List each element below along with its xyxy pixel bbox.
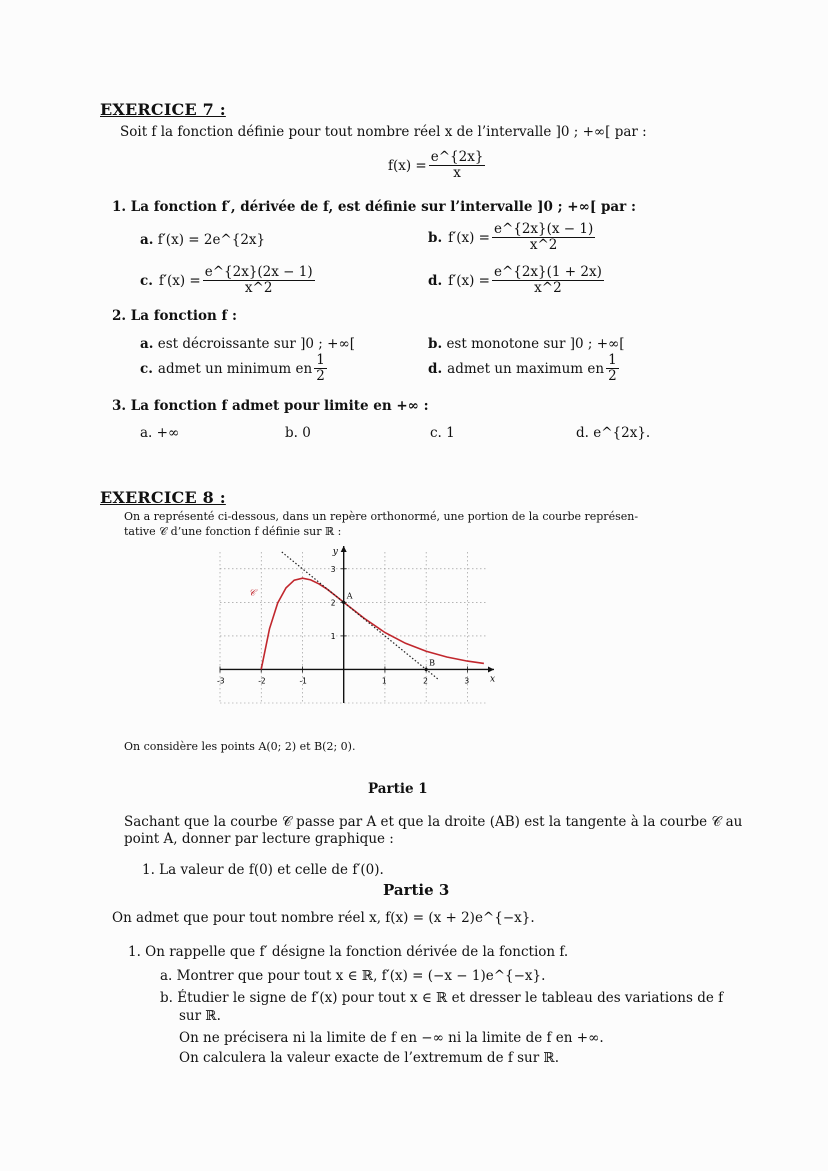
option-text: admet un minimum en <box>157 360 313 377</box>
part1-title: Partie 1 <box>368 781 428 797</box>
part1-text-line1: Sachant que la courbe 𝒞 passe par A et que la droite (AB) est la tangente à la courbe 𝒞 au <box>124 814 743 830</box>
ex7-q3-option-b: b. 0 <box>285 425 311 441</box>
ex7-definition <box>388 150 487 181</box>
curve-label: 𝒞 <box>248 588 256 599</box>
option-text: est décroissante sur ]0 ; +∞[ <box>157 336 355 352</box>
graph-points <box>342 591 435 671</box>
y-tick-label: 2 <box>330 598 336 608</box>
point-B <box>425 668 428 671</box>
part3-question-1a: a. Montrer que pour tout x ∈ ℝ, f′(x) = (−x − 1)e^{−x}. <box>160 968 546 984</box>
ex7-q1-option-b <box>428 222 597 253</box>
ex7-q1-option-c <box>140 265 317 296</box>
point-label-A: A <box>346 591 353 601</box>
ex7-q2-option-c <box>140 353 329 384</box>
ex7-q2-option-a <box>140 336 355 352</box>
frac-den: 2 <box>608 368 617 384</box>
option-letter: c. <box>140 272 153 289</box>
ex7-q3-option-d: d. e^{2x}. <box>576 425 651 441</box>
ex8-intro-line1: On a représenté ci-dessous, dans un repère orthonormé, une portion de la courbe représen- <box>124 510 639 523</box>
ex7-q1-option-a <box>140 232 265 248</box>
part3-question-1b-line2: sur ℝ. <box>179 1008 221 1024</box>
option-letter: b. <box>428 229 443 246</box>
x-tick-label: -2 <box>258 676 266 686</box>
curve-C <box>261 578 484 669</box>
part3-intro: On admet que pour tout nombre réel x, f(x) = (x + 2)e^{−x}. <box>112 910 535 926</box>
option-letter: a. <box>140 336 154 352</box>
ex7-title: EXERCICE 7 : <box>100 100 226 119</box>
x-axis-label: x <box>490 674 496 685</box>
ex7-def-lhs: f(x) = <box>388 157 427 174</box>
y-tick-label: 1 <box>330 631 336 641</box>
x-tick-label: 2 <box>423 676 428 686</box>
y-axis-label: y <box>332 547 338 557</box>
option-letter: d. <box>428 272 443 289</box>
ex7-q2-label: 2. La fonction f : <box>112 308 237 324</box>
ex8-points-note: On considère les points A(0; 2) et B(2; 0). <box>124 740 356 753</box>
frac-num: 1 <box>608 352 617 368</box>
option-text: f′(x) = 2e^{2x} <box>157 232 266 248</box>
x-tick-label: -1 <box>299 676 307 686</box>
option-letter: c. <box>140 360 153 377</box>
option-lhs: f′(x) = <box>448 272 490 289</box>
option-lhs: f′(x) = <box>448 229 490 246</box>
part3-title: Partie 3 <box>383 881 450 899</box>
option-num: e^{2x}(1 + 2x) <box>493 264 602 280</box>
ex7-q1-label: 1. La fonction f′, dérivée de f, est définie sur l’intervalle ]0 ; +∞[ par : <box>112 199 636 215</box>
part1-text-line2: point A, donner par lecture graphique : <box>124 831 394 847</box>
ex7-q2-option-b <box>428 336 625 352</box>
option-letter: b. <box>428 336 443 352</box>
option-den: x^2 <box>534 280 562 296</box>
frac-num: 1 <box>316 352 325 368</box>
option-lhs: f′(x) = <box>158 272 201 289</box>
option-den: x^2 <box>529 237 558 253</box>
ex7-def-den: x <box>453 165 461 181</box>
x-tick-label: 1 <box>381 676 387 686</box>
ex7-q3-option-a: a. +∞ <box>140 425 180 441</box>
option-num: e^{2x}(x − 1) <box>493 221 594 237</box>
option-den: x^2 <box>244 280 273 296</box>
ex7-q1-option-d <box>428 265 606 296</box>
ex7-q2-option-d <box>428 353 621 384</box>
x-axis-arrow <box>488 666 494 672</box>
part3-question-1b-line3: On ne précisera ni la limite de f en −∞ ni la limite de f en +∞. <box>179 1030 604 1046</box>
option-text: admet un maximum en <box>447 360 605 377</box>
y-axis-arrow <box>341 546 347 552</box>
y-tick-label: 3 <box>330 564 336 574</box>
frac-den: 2 <box>316 368 325 384</box>
part3-question-1b-line4: On calculera la valeur exacte de l’extremum de f sur ℝ. <box>179 1050 560 1066</box>
graph-series <box>249 552 484 680</box>
function-graph <box>200 540 500 725</box>
ex7-q3-option-c: c. 1 <box>430 425 455 441</box>
part3-question-1b-line1: b. Étudier le signe de f′(x) pour tout x ∈ ℝ et dresser le tableau des variations de f <box>160 990 724 1006</box>
graph-ticks <box>217 547 495 685</box>
ex7-q3-label: 3. La fonction f admet pour limite en +∞ : <box>112 398 429 414</box>
point-label-B: B <box>429 658 436 668</box>
option-letter: d. <box>428 360 443 377</box>
x-tick-label: -3 <box>217 676 225 686</box>
option-letter: a. <box>140 232 154 248</box>
option-num: e^{2x}(2x − 1) <box>204 264 313 280</box>
ex7-def-num: e^{2x} <box>430 149 484 165</box>
option-text: est monotone sur ]0 ; +∞[ <box>446 336 625 352</box>
part1-question-1: 1. La valeur de f(0) et celle de f′(0). <box>142 862 384 878</box>
part3-question-1: 1. On rappelle que f′ désigne la fonction dérivée de la fonction f. <box>128 944 569 960</box>
ex8-intro-line2: tative 𝒞 d’une fonction f définie sur ℝ : <box>124 525 342 538</box>
ex7-intro: Soit f la fonction définie pour tout nombre réel x de l’intervalle ]0 ; +∞[ par : <box>120 124 647 140</box>
ex8-title: EXERCICE 8 : <box>100 488 226 507</box>
x-tick-label: 3 <box>464 676 470 686</box>
point-A <box>342 601 345 604</box>
